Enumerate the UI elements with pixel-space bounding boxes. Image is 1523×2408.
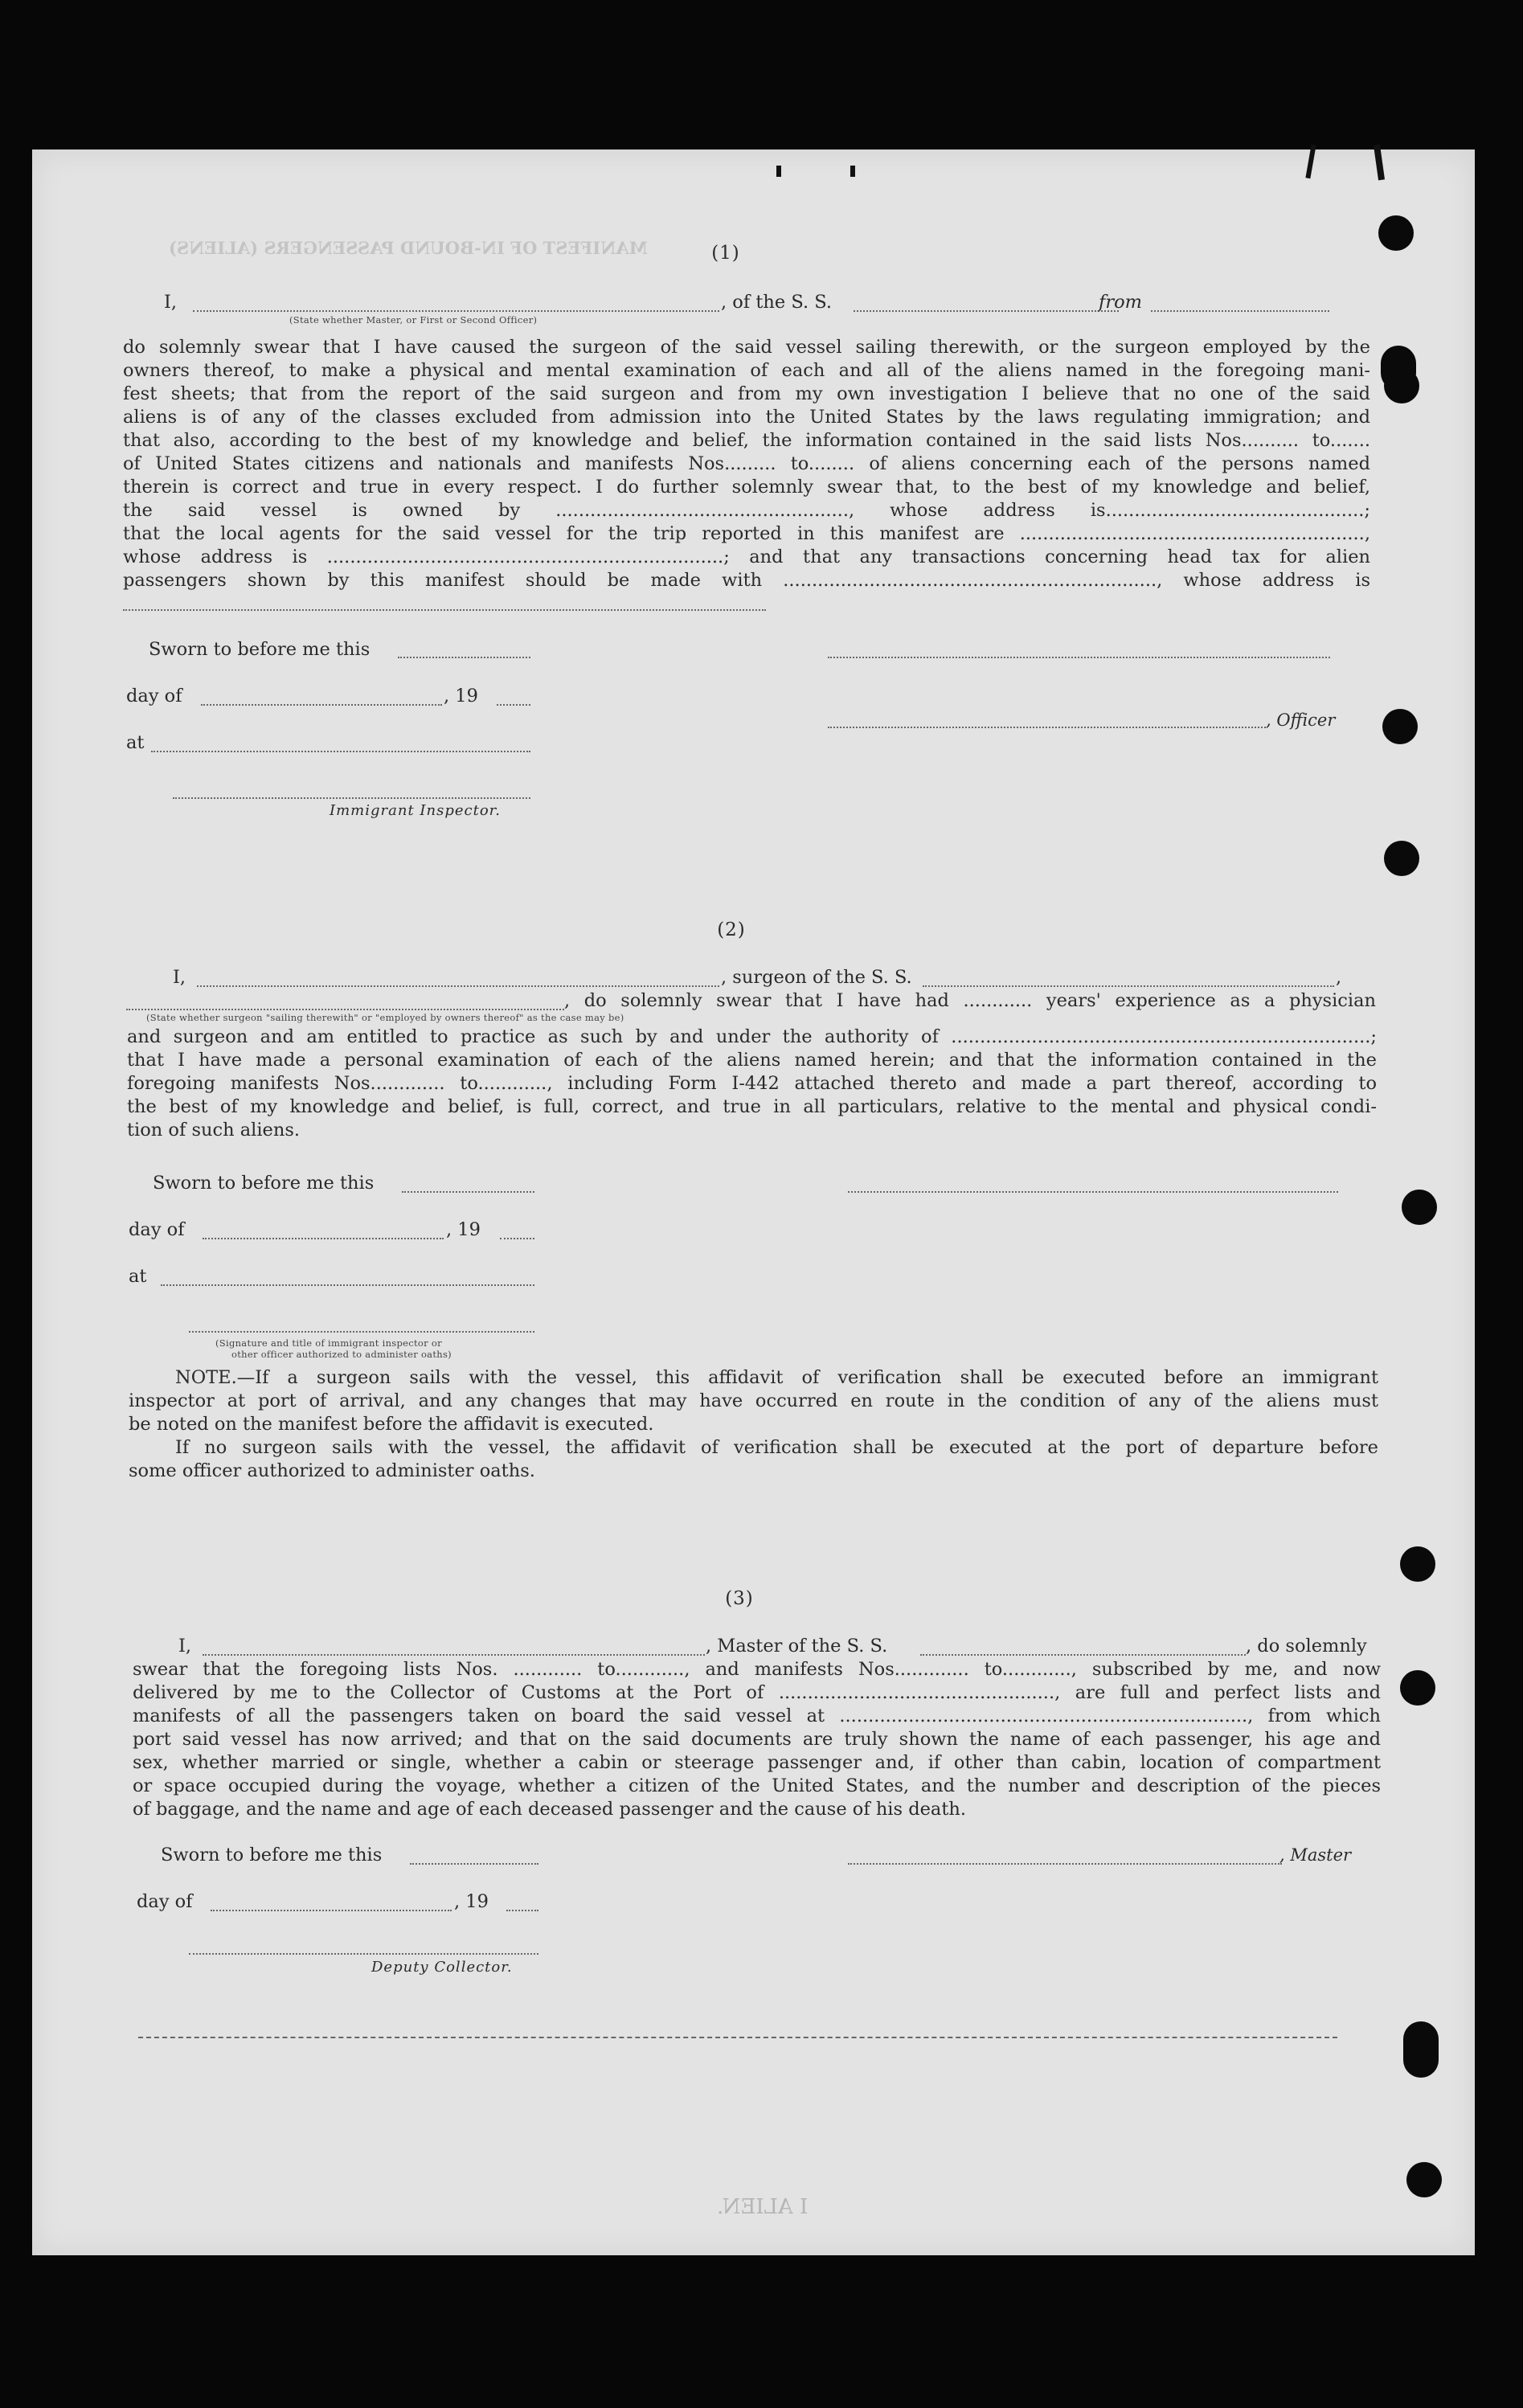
- section1-nineteen: , 19: [444, 686, 478, 706]
- section2-body: [127, 1026, 1377, 1119]
- section3-body-line: swear that the foregoing lists Nos. ............ to............, and manifests Nos............. to............, subscribed by me, and now: [133, 1659, 1381, 1680]
- section1-body-line: passengers shown by this manifest should be made with ................................................................., whose address is: [123, 570, 1370, 591]
- section1-officer: , Officer: [1266, 711, 1336, 730]
- section2-line1-i: I,: [173, 967, 186, 988]
- section1-body-line: owners thereof, to make a physical and mental examination of each and all of the aliens named in the foregoing mani-: [123, 360, 1370, 381]
- section3-year-blank[interactable]: [506, 1910, 538, 1911]
- section1-year-blank[interactable]: [497, 704, 530, 706]
- section3-deputy-blank[interactable]: [189, 1953, 538, 1955]
- section2-note-line3: be noted on the manifest before the affidavit is executed.: [129, 1414, 654, 1435]
- section2-name-blank[interactable]: [197, 985, 719, 987]
- section3-line1-master: , Master of the S. S.: [706, 1636, 888, 1657]
- section2-name2-blank[interactable]: [126, 1009, 564, 1010]
- section2-line2: , do solemnly swear that I have had ............ years' experience as a physician: [564, 990, 1376, 1011]
- section1-body-line: aliens is of any of the classes excluded from admission into the United States by the laws regulating immigration; and: [123, 407, 1370, 428]
- section3-sworn: Sworn to before me this: [161, 1845, 383, 1865]
- section3-name-blank[interactable]: [203, 1654, 705, 1656]
- section2-day-of: day of: [129, 1219, 185, 1240]
- section3-last-line: of baggage, and the name and age of each deceased passenger and the cause of his death.: [133, 1799, 967, 1820]
- faint-title: MANIFEST OF IN-BOUND PASSENGERS (ALIENS): [169, 238, 648, 258]
- section1-from-blank[interactable]: [1151, 310, 1329, 312]
- section2-at: at: [129, 1266, 147, 1287]
- punch-hole: [1400, 1670, 1435, 1706]
- section1-signature-blank[interactable]: [828, 657, 1330, 658]
- section3-line1-swear: , do solemnly: [1246, 1636, 1367, 1657]
- section3-body: [133, 1658, 1381, 1798]
- section2-day-blank[interactable]: [203, 1238, 444, 1239]
- section2-note-line: NOTE.—If a surgeon sails with the vessel, this affidavit of verification shall be executed before an immigrant: [175, 1367, 1378, 1388]
- section1-ship-blank[interactable]: [854, 310, 1119, 312]
- section1-day-of: day of: [126, 686, 182, 706]
- punch-hole: [1384, 368, 1419, 403]
- bottom-divider: [138, 2037, 1337, 2038]
- section3-line1-i: I,: [178, 1636, 192, 1657]
- section2-comma: ,: [1336, 967, 1342, 988]
- section2-year-blank[interactable]: [500, 1238, 534, 1239]
- section3-day-of: day of: [137, 1891, 193, 1912]
- section2-body-line: the best of my knowledge and belief, is full, correct, and true in all particulars, relative to the mental and physical condi-: [127, 1096, 1377, 1117]
- section1-at: at: [126, 732, 145, 753]
- section3-body-line: port said vessel has now arrived; and that on the said documents are truly shown the name of each passenger, his age and: [133, 1729, 1381, 1750]
- section1-body-line: whose address is .....................................................................; and that any transactions concerning head tax for alien: [123, 547, 1370, 567]
- section2-body-line: and surgeon and am entitled to practice as such by and under the authority of .........................................................................;: [127, 1026, 1377, 1047]
- section2-number: (2): [717, 919, 746, 940]
- section2-ship-blank[interactable]: [923, 985, 1334, 987]
- section1-line1-from: from: [1099, 292, 1142, 313]
- top-mark: [776, 166, 781, 177]
- section2-note-line5: some officer authorized to administer oaths.: [129, 1460, 535, 1481]
- section2-nineteen: , 19: [446, 1219, 481, 1240]
- section1-at-blank[interactable]: [151, 751, 530, 752]
- section1-body-line: that also, according to the best of my knowledge and belief, the information contained in the said lists Nos.......... to.......: [123, 430, 1370, 451]
- section3-body-line: sex, whether married or single, whether a cabin or steerage passenger and, if other than cabin, location of compartment: [133, 1752, 1381, 1773]
- section1-sworn: Sworn to before me this: [149, 639, 371, 660]
- section1-line1-i: I,: [164, 292, 178, 313]
- section2-note-line4: If no surgeon sails with the vessel, the affidavit of verification shall be executed at the port of departure before: [175, 1437, 1378, 1458]
- section1-line1-of: , of the S. S.: [721, 292, 833, 313]
- section2-signature-blank[interactable]: [848, 1191, 1338, 1193]
- section1-officer-blank[interactable]: [828, 727, 1266, 728]
- section1-body-line: of United States citizens and nationals and manifests Nos......... to........ of aliens concerning each of the persons named: [123, 453, 1370, 474]
- section3-day-blank[interactable]: [211, 1910, 452, 1911]
- section3-deputy: Deputy Collector.: [371, 1959, 513, 1976]
- section2-sig-note-2: other officer authorized to administer oaths): [231, 1349, 452, 1360]
- section1-sworn-blank[interactable]: [398, 657, 530, 658]
- section3-number: (3): [725, 1588, 754, 1609]
- section2-line1-surgeon: , surgeon of the S. S.: [721, 967, 912, 988]
- section3-master-blank[interactable]: [848, 1863, 1282, 1865]
- section3-ship-blank[interactable]: [920, 1654, 1246, 1656]
- punch-hole: [1382, 709, 1418, 744]
- section2-at-blank[interactable]: [161, 1284, 534, 1286]
- section1-body: [123, 336, 1370, 592]
- section2-sworn-blank[interactable]: [402, 1191, 534, 1193]
- section1-body-line: therein is correct and true in every respect. I do further solemnly swear that, to the best of my knowledge and belief,: [123, 477, 1370, 498]
- section2-body-line: foregoing manifests Nos............. to............, including Form I-442 attached thereto and made a part thereof, according to: [127, 1073, 1377, 1094]
- punch-hole: [1378, 215, 1414, 251]
- section1-inspector: Immigrant Inspector.: [330, 802, 502, 819]
- section3-body-line: or space occupied during the voyage, whether a citizen of the United States, and the number and description of the pieces: [133, 1775, 1381, 1796]
- section1-officer-note: (State whether Master, or First or Second Officer): [289, 314, 538, 326]
- section3-body-line: delivered by me to the Collector of Customs at the Port of ................................................, are full and perfect lists and: [133, 1682, 1381, 1703]
- section3-nineteen: , 19: [454, 1891, 489, 1912]
- punch-hole: [1384, 841, 1419, 876]
- section2-sworn: Sworn to before me this: [153, 1173, 375, 1194]
- top-mark: [850, 166, 855, 177]
- form-sheet: [32, 149, 1475, 2255]
- section1-body-line: do solemnly swear that I have caused the surgeon of the said vessel sailing therewith, or the surgeon employed by the: [123, 337, 1370, 358]
- section2-last-line: tion of such aliens.: [127, 1120, 301, 1141]
- punch-hole: [1400, 1546, 1435, 1582]
- section1-address-blank[interactable]: [123, 609, 766, 611]
- section2-inspector-blank[interactable]: [189, 1331, 534, 1333]
- section2-sig-note-1: (Signature and title of immigrant inspector or: [215, 1337, 442, 1349]
- punch-hole: [1402, 1190, 1437, 1225]
- section3-master: , Master: [1279, 1845, 1352, 1865]
- section1-number: (1): [711, 243, 740, 264]
- punch-hole: [1406, 2162, 1442, 2197]
- section1-body-line: fest sheets; that from the report of the said surgeon and from my own investigation I believe that no one of the said: [123, 383, 1370, 404]
- section1-body-line: the said vessel is owned by ..................................................., whose address is.............................................;: [123, 500, 1370, 521]
- section1-body-line: that the local agents for the said vessel for the trip reported in this manifest are ............................................................,: [123, 523, 1370, 544]
- section3-sworn-blank[interactable]: [410, 1863, 538, 1865]
- section2-note-line: inspector at port of arrival, and any changes that may have occurred en route in the condition of any of the aliens must: [129, 1390, 1378, 1411]
- section2-body-line: that I have made a personal examination of each of the aliens named herein; and that the information contained in the: [127, 1050, 1377, 1071]
- faint-footer-mark: I ALIEN.: [717, 2195, 809, 2219]
- section1-day-blank[interactable]: [201, 704, 442, 706]
- section2-surgeon-note: (State whether surgeon "sailing therewith" or "employed by owners thereof" as the case may be): [146, 1012, 624, 1023]
- punch-hole: [1403, 2021, 1439, 2078]
- section1-name-blank[interactable]: [193, 310, 719, 312]
- section3-body-line: manifests of all the passengers taken on board the said vessel at ......................................................................., from which: [133, 1706, 1381, 1726]
